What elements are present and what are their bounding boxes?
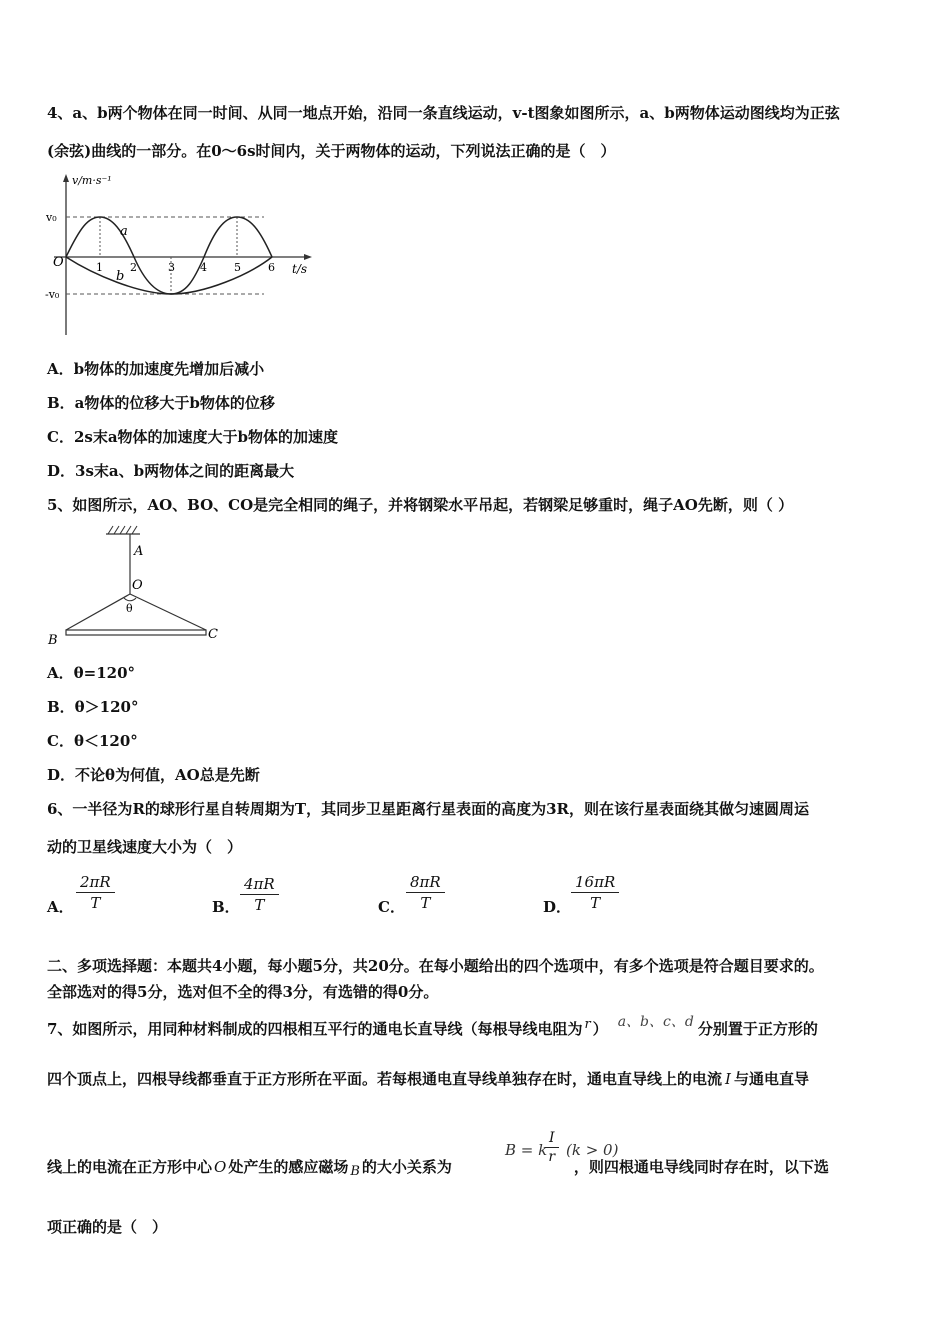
curve-a: [66, 217, 272, 294]
tick-3: 3: [168, 261, 175, 274]
q6-option-a-numerator: 2πR: [76, 872, 115, 893]
theta-arc: [124, 598, 136, 601]
q7-formula-denominator: r: [548, 1149, 556, 1165]
q7-symbol-i: I: [725, 1070, 731, 1088]
q6-option-d-denominator: T: [590, 894, 601, 912]
q7-line3-part-c: 的大小关系为: [361, 1158, 452, 1176]
q7-stem-line4: 项正确的是（ ）: [47, 1218, 168, 1236]
q6-option-d-label[interactable]: D．: [543, 898, 572, 916]
q6-option-b-fraction[interactable]: [240, 874, 279, 915]
q6-stem-line2: 动的卫星线速度大小为（ ）: [47, 838, 243, 856]
x-axis-arrow: [304, 254, 312, 260]
rope-ob: [66, 594, 130, 630]
q6-option-c-denominator: T: [420, 894, 431, 912]
q5-stem-line1: 5、如图所示，AO、BO、CO是完全相同的绳子，并将钢梁水平吊起，若钢梁足够重时，绳子AO先断，则（ ）: [47, 496, 794, 514]
q6-stem-line1: 6、一半径为R的球形行星自转周期为T，其同步卫星距离行星表面的高度为3R，则在该行星表面绕其做匀速圆周运: [47, 800, 809, 818]
beam-figure: [44, 522, 234, 652]
q6-option-c-numerator: 8πR: [406, 872, 445, 893]
tick-1: 1: [96, 261, 103, 274]
vt-graph: [44, 170, 324, 340]
q7-formula-numerator: I: [545, 1129, 559, 1148]
tick-6: 6: [268, 261, 275, 274]
curve-a-label: a: [120, 224, 128, 239]
q7-line2-part-a: 四个顶点上，四根导线都垂直于正方形所在平面。若每根通电直导线单独存在时，通电直导线上的电流: [47, 1070, 723, 1088]
q5-option-b[interactable]: B．θ＞120°: [47, 698, 139, 716]
q7-formula-left: B = k: [505, 1141, 548, 1159]
q4-option-a[interactable]: A．b物体的加速度先增加后减小: [47, 360, 265, 378]
q4-stem-line1: 4、a、b两个物体在同一时间、从同一地点开始，沿同一条直线运动，v-t图象如图所示，a、b两物体运动图线均为正弦: [47, 104, 840, 122]
q4-option-b[interactable]: B．a物体的位移大于b物体的位移: [47, 394, 275, 412]
y-axis-arrow: [63, 174, 69, 182]
q5-option-a[interactable]: A．θ=120°: [47, 664, 136, 682]
q7-symbol-o: O: [214, 1158, 227, 1176]
steel-beam: [66, 630, 206, 635]
q5-option-c[interactable]: C．θ＜120°: [47, 732, 138, 750]
origin-label: O: [53, 255, 64, 270]
q4-stem-line2: (余弦)曲线的一部分。在0～6s时间内，关于两物体的运动，下列说法正确的是（ ）: [47, 142, 616, 160]
q7-symbol-r: r: [584, 1017, 591, 1032]
q5-option-d[interactable]: D．不论θ为何值，AO总是先断: [47, 766, 260, 784]
q7-line3-part-b: 处产生的感应磁场: [228, 1158, 349, 1176]
q6-option-b-label[interactable]: B．: [212, 898, 240, 916]
section2-heading-line1: 二、多项选择题：本题共4小题，每小题5分，共20分。在每小题给出的四个选项中，有多个选项是符合题目要求的。: [47, 957, 824, 975]
q6-option-a-denominator: T: [90, 894, 101, 912]
q6-option-b-numerator: 4πR: [240, 874, 279, 895]
ceiling-hatch: [108, 526, 137, 534]
q4-option-d[interactable]: D．3s末a、b两物体之间的距离最大: [47, 462, 295, 480]
q7-line2-part-b: 与通电直导: [733, 1070, 809, 1088]
tick-5: 5: [234, 261, 241, 274]
label-a: A: [134, 544, 144, 559]
label-c: C: [208, 627, 218, 642]
q7-line3-part-d: ，则四根通电导线同时存在时，以下选: [573, 1158, 829, 1176]
x-axis-label: t/s: [292, 262, 308, 276]
label-b: B: [48, 633, 58, 648]
q6-option-d-fraction[interactable]: [571, 872, 619, 913]
tick-4: 4: [200, 261, 207, 274]
v0-label: v₀: [46, 211, 57, 224]
section2-heading-line2: 全部选对的得5分，选对但不全的得3分，有选错的得0分。: [47, 983, 439, 1001]
y-axis-label: v/m·s⁻¹: [72, 174, 112, 187]
q7-line1-part-a: 7、如图所示，用同种材料制成的四根相互平行的通电长直导线（每根导线电阻为: [47, 1020, 583, 1038]
q7-stem-line3: [47, 1156, 829, 1177]
tick-2: 2: [130, 261, 137, 274]
curve-b-label: b: [116, 269, 125, 284]
q6-option-d-numerator: 16πR: [571, 872, 619, 893]
neg-v0-label: -v₀: [45, 288, 60, 301]
q7-symbol-abcd: a、b、c、d: [617, 1014, 694, 1030]
q7-symbol-b: B: [350, 1164, 360, 1179]
label-theta: θ: [126, 602, 133, 615]
q6-option-c-label[interactable]: C．: [378, 898, 405, 916]
q6-option-a-label[interactable]: A．: [47, 898, 74, 916]
q7-stem-line2: [47, 1068, 809, 1089]
q6-option-c-fraction[interactable]: [406, 872, 445, 913]
q6-option-b-denominator: T: [254, 896, 265, 914]
q7-line1-part-b: ）: [592, 1020, 608, 1038]
q7-formula-fraction: [545, 1129, 559, 1166]
rope-oc: [130, 594, 206, 630]
q7-line3-part-a: 线上的电流在正方形中心: [47, 1158, 213, 1176]
q7-line1-part-c: 分别置于正方形的: [697, 1020, 818, 1038]
q7-formula-right: (k > 0): [566, 1141, 619, 1159]
q7-stem-line1: [47, 1014, 818, 1039]
q6-option-a-fraction[interactable]: [76, 872, 115, 913]
q4-option-c[interactable]: C．2s末a物体的加速度大于b物体的加速度: [47, 428, 339, 446]
label-o: O: [132, 578, 143, 593]
